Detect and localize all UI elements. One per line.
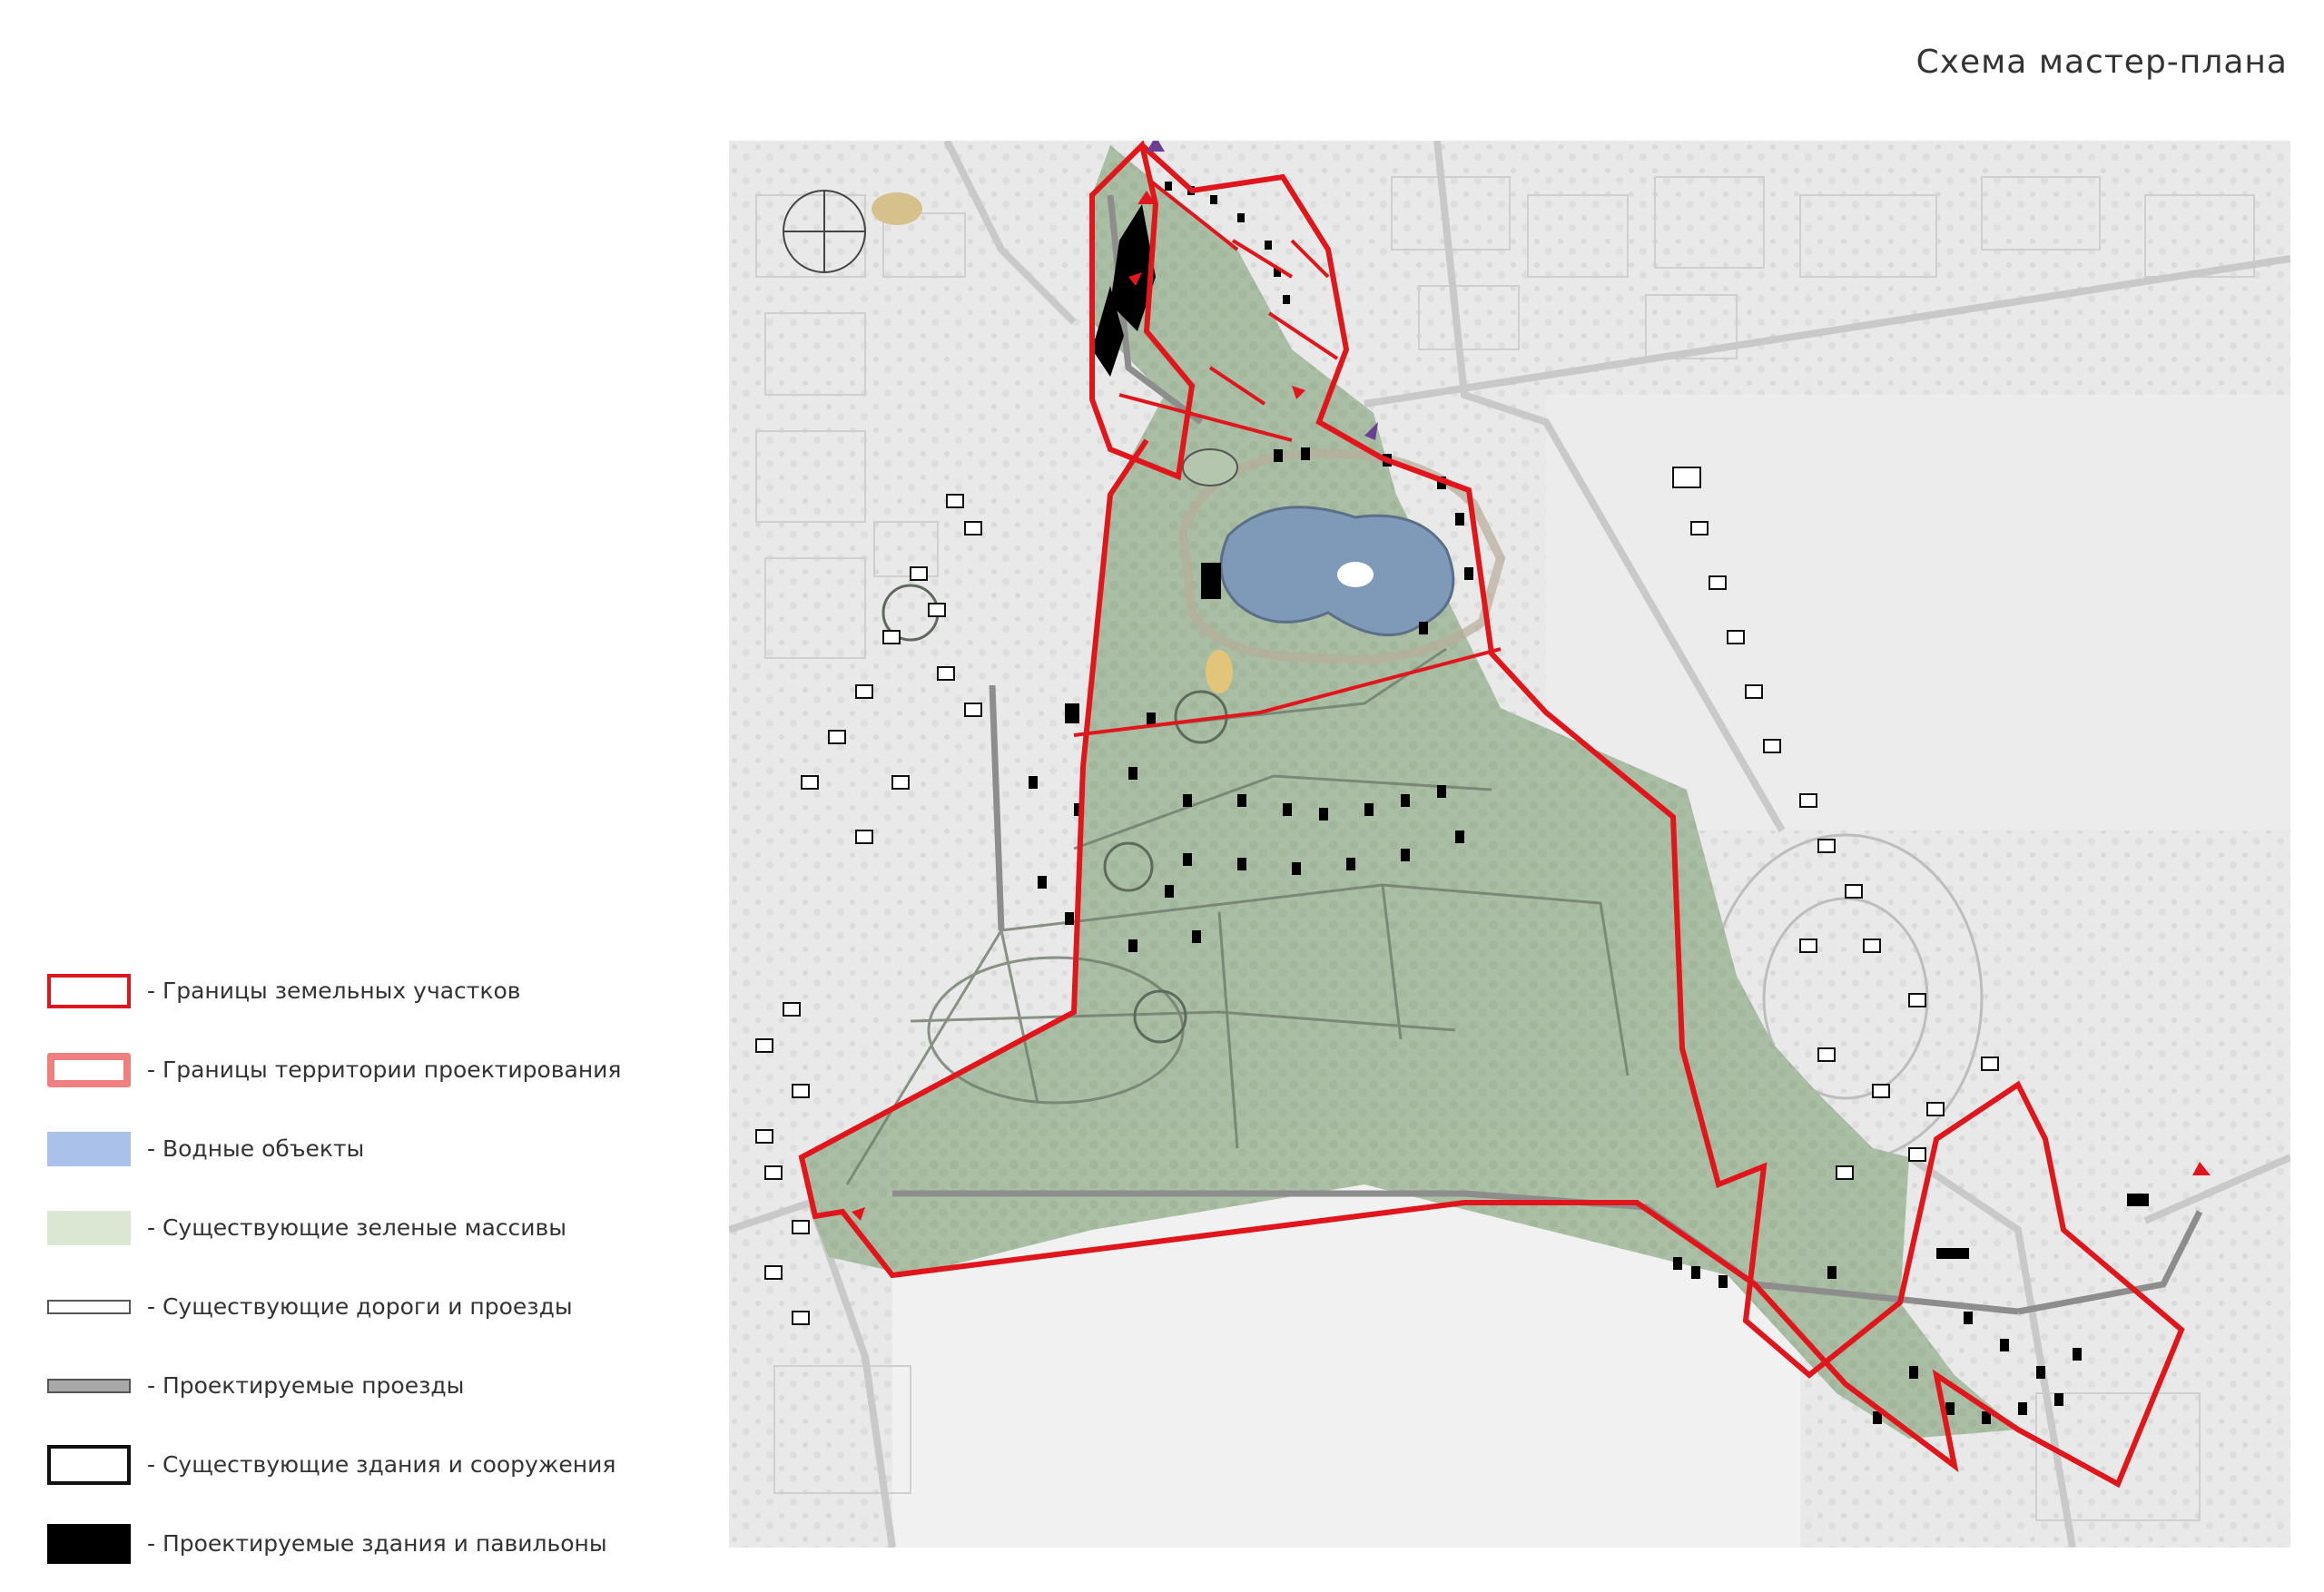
lake — [1221, 507, 1453, 635]
legend-item-roads — [47, 1267, 719, 1346]
compass-rose-icon — [783, 191, 865, 272]
legend-item-proj-bld — [47, 1504, 719, 1583]
legend-item-proj-roads — [47, 1346, 719, 1425]
legend-label: - Границы земельных участков — [147, 978, 521, 1004]
legend-label: - Водные объекты — [147, 1135, 365, 1162]
pond-park — [1183, 449, 1237, 486]
legend-swatch-water — [47, 1132, 131, 1166]
legend-swatch-proj-bld — [47, 1524, 131, 1564]
legend-swatch-design — [47, 1053, 131, 1087]
legend-label: - Проектируемые проезды — [147, 1372, 465, 1399]
lake-island — [1337, 562, 1374, 587]
legend-item-design — [47, 1030, 719, 1109]
legend-label: - Проектируемые здания и павильоны — [147, 1530, 607, 1557]
legend-swatch-proj-roads — [47, 1379, 131, 1393]
legend-swatch-plots — [47, 974, 131, 1008]
legend-swatch-green — [47, 1211, 131, 1245]
pond-west — [1206, 650, 1233, 693]
legend-item-plots — [47, 951, 719, 1030]
page-title: Схема мастер-плана — [1915, 44, 2288, 81]
legend-item-water — [47, 1109, 719, 1188]
legend-label: - Существующие зеленые массивы — [147, 1214, 566, 1241]
legend-item-green — [47, 1188, 719, 1267]
legend-swatch-exist-bld — [47, 1445, 131, 1485]
master-plan-map[interactable] — [729, 141, 2290, 1548]
pond-north — [872, 192, 922, 225]
legend-swatch-roads — [47, 1300, 131, 1314]
legend-label: - Границы территории проектирования — [147, 1056, 622, 1083]
legend-label: - Существующие здания и сооружения — [147, 1451, 616, 1478]
map-legend — [47, 951, 719, 1583]
legend-label: - Существующие дороги и проезды — [147, 1293, 573, 1320]
legend-item-exist-bld — [47, 1425, 719, 1504]
